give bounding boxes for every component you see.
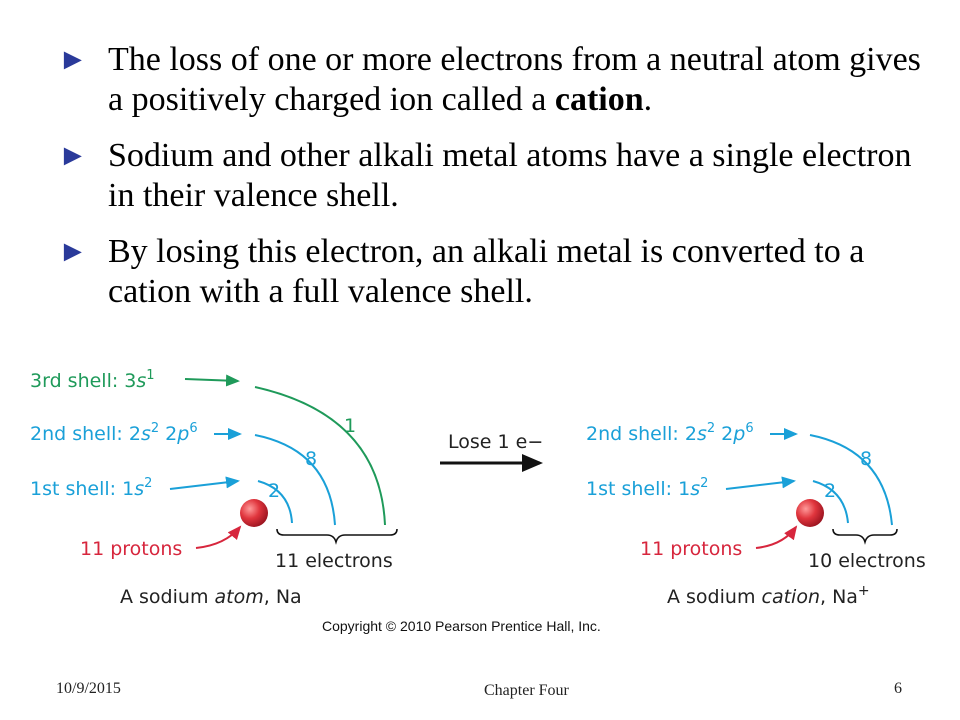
triangle-bullet-icon: ► bbox=[58, 43, 88, 76]
electrons-brace bbox=[277, 529, 397, 542]
cation-shell1-pointer-arrow bbox=[726, 481, 794, 489]
shell2-count: 8 bbox=[305, 448, 318, 470]
cation-electrons-label: 10 electrons bbox=[808, 550, 926, 572]
shell1-pointer-arrow bbox=[170, 481, 238, 489]
nucleus-sphere bbox=[240, 499, 268, 527]
cation-nucleus-sphere bbox=[796, 499, 824, 527]
sodium-cation-figure bbox=[586, 421, 926, 608]
reaction-arrow-label: Lose 1 e− bbox=[448, 431, 544, 453]
cation-electrons-brace bbox=[833, 529, 897, 542]
shell2-label: 2nd shell: $2s^2$ $2p^6$ bbox=[30, 421, 198, 445]
shell3-label: 3rd shell: $3s^1$ bbox=[30, 368, 155, 392]
shell3-arc bbox=[255, 387, 385, 525]
triangle-bullet-icon: ► bbox=[58, 235, 88, 268]
footer-date: 10/9/2015 bbox=[56, 680, 121, 697]
bullet-item bbox=[58, 232, 938, 312]
protons-pointer-arrow bbox=[196, 527, 240, 548]
cation-shell1-label: 1st shell: $1s^2$ bbox=[586, 476, 709, 500]
footer-chapter: Chapter Four bbox=[484, 682, 569, 699]
bullet-list bbox=[58, 40, 938, 328]
cation-shell1-count: 2 bbox=[824, 480, 837, 502]
shell1-count: 2 bbox=[268, 480, 281, 502]
bullet-text: The loss of one or more electrons from a neutral atom gives a positively charged ion called a bbox=[108, 41, 921, 118]
footer-page-number: 6 bbox=[894, 680, 902, 697]
cation-shell2-count: 8 bbox=[860, 448, 873, 470]
atom-caption: A sodium atom, Na bbox=[120, 586, 302, 608]
cation-protons-pointer-arrow bbox=[756, 527, 796, 548]
sodium-ionization-diagram bbox=[0, 355, 960, 645]
cation-caption: A sodium cation, Na+ bbox=[667, 583, 870, 608]
shell3-pointer-arrow bbox=[185, 379, 238, 381]
sodium-atom-figure bbox=[30, 368, 397, 608]
bullet-text: By losing this electron, an alkali metal is converted to a cation with a full valence shell. bbox=[108, 233, 865, 310]
shell3-count: 1 bbox=[344, 415, 357, 437]
triangle-bullet-icon: ► bbox=[58, 139, 88, 172]
bullet-item bbox=[58, 136, 938, 216]
protons-label: 11 protons bbox=[80, 538, 183, 560]
reaction-arrow-group bbox=[440, 431, 543, 463]
shell1-label: 1st shell: $1s^2$ bbox=[30, 476, 153, 500]
bullet-item bbox=[58, 40, 938, 120]
electrons-label: 11 electrons bbox=[275, 550, 393, 572]
copyright-notice: Copyright © 2010 Pearson Prentice Hall, Inc. bbox=[322, 618, 601, 634]
cation-protons-label: 11 protons bbox=[640, 538, 743, 560]
cation-shell2-label: 2nd shell: $2s^2$ $2p^6$ bbox=[586, 421, 754, 445]
bullet-text: Sodium and other alkali metal atoms have a single electron in their valence shell. bbox=[108, 137, 912, 214]
bullet-tail: . bbox=[643, 81, 653, 118]
bullet-bold-term: cation bbox=[554, 81, 644, 118]
